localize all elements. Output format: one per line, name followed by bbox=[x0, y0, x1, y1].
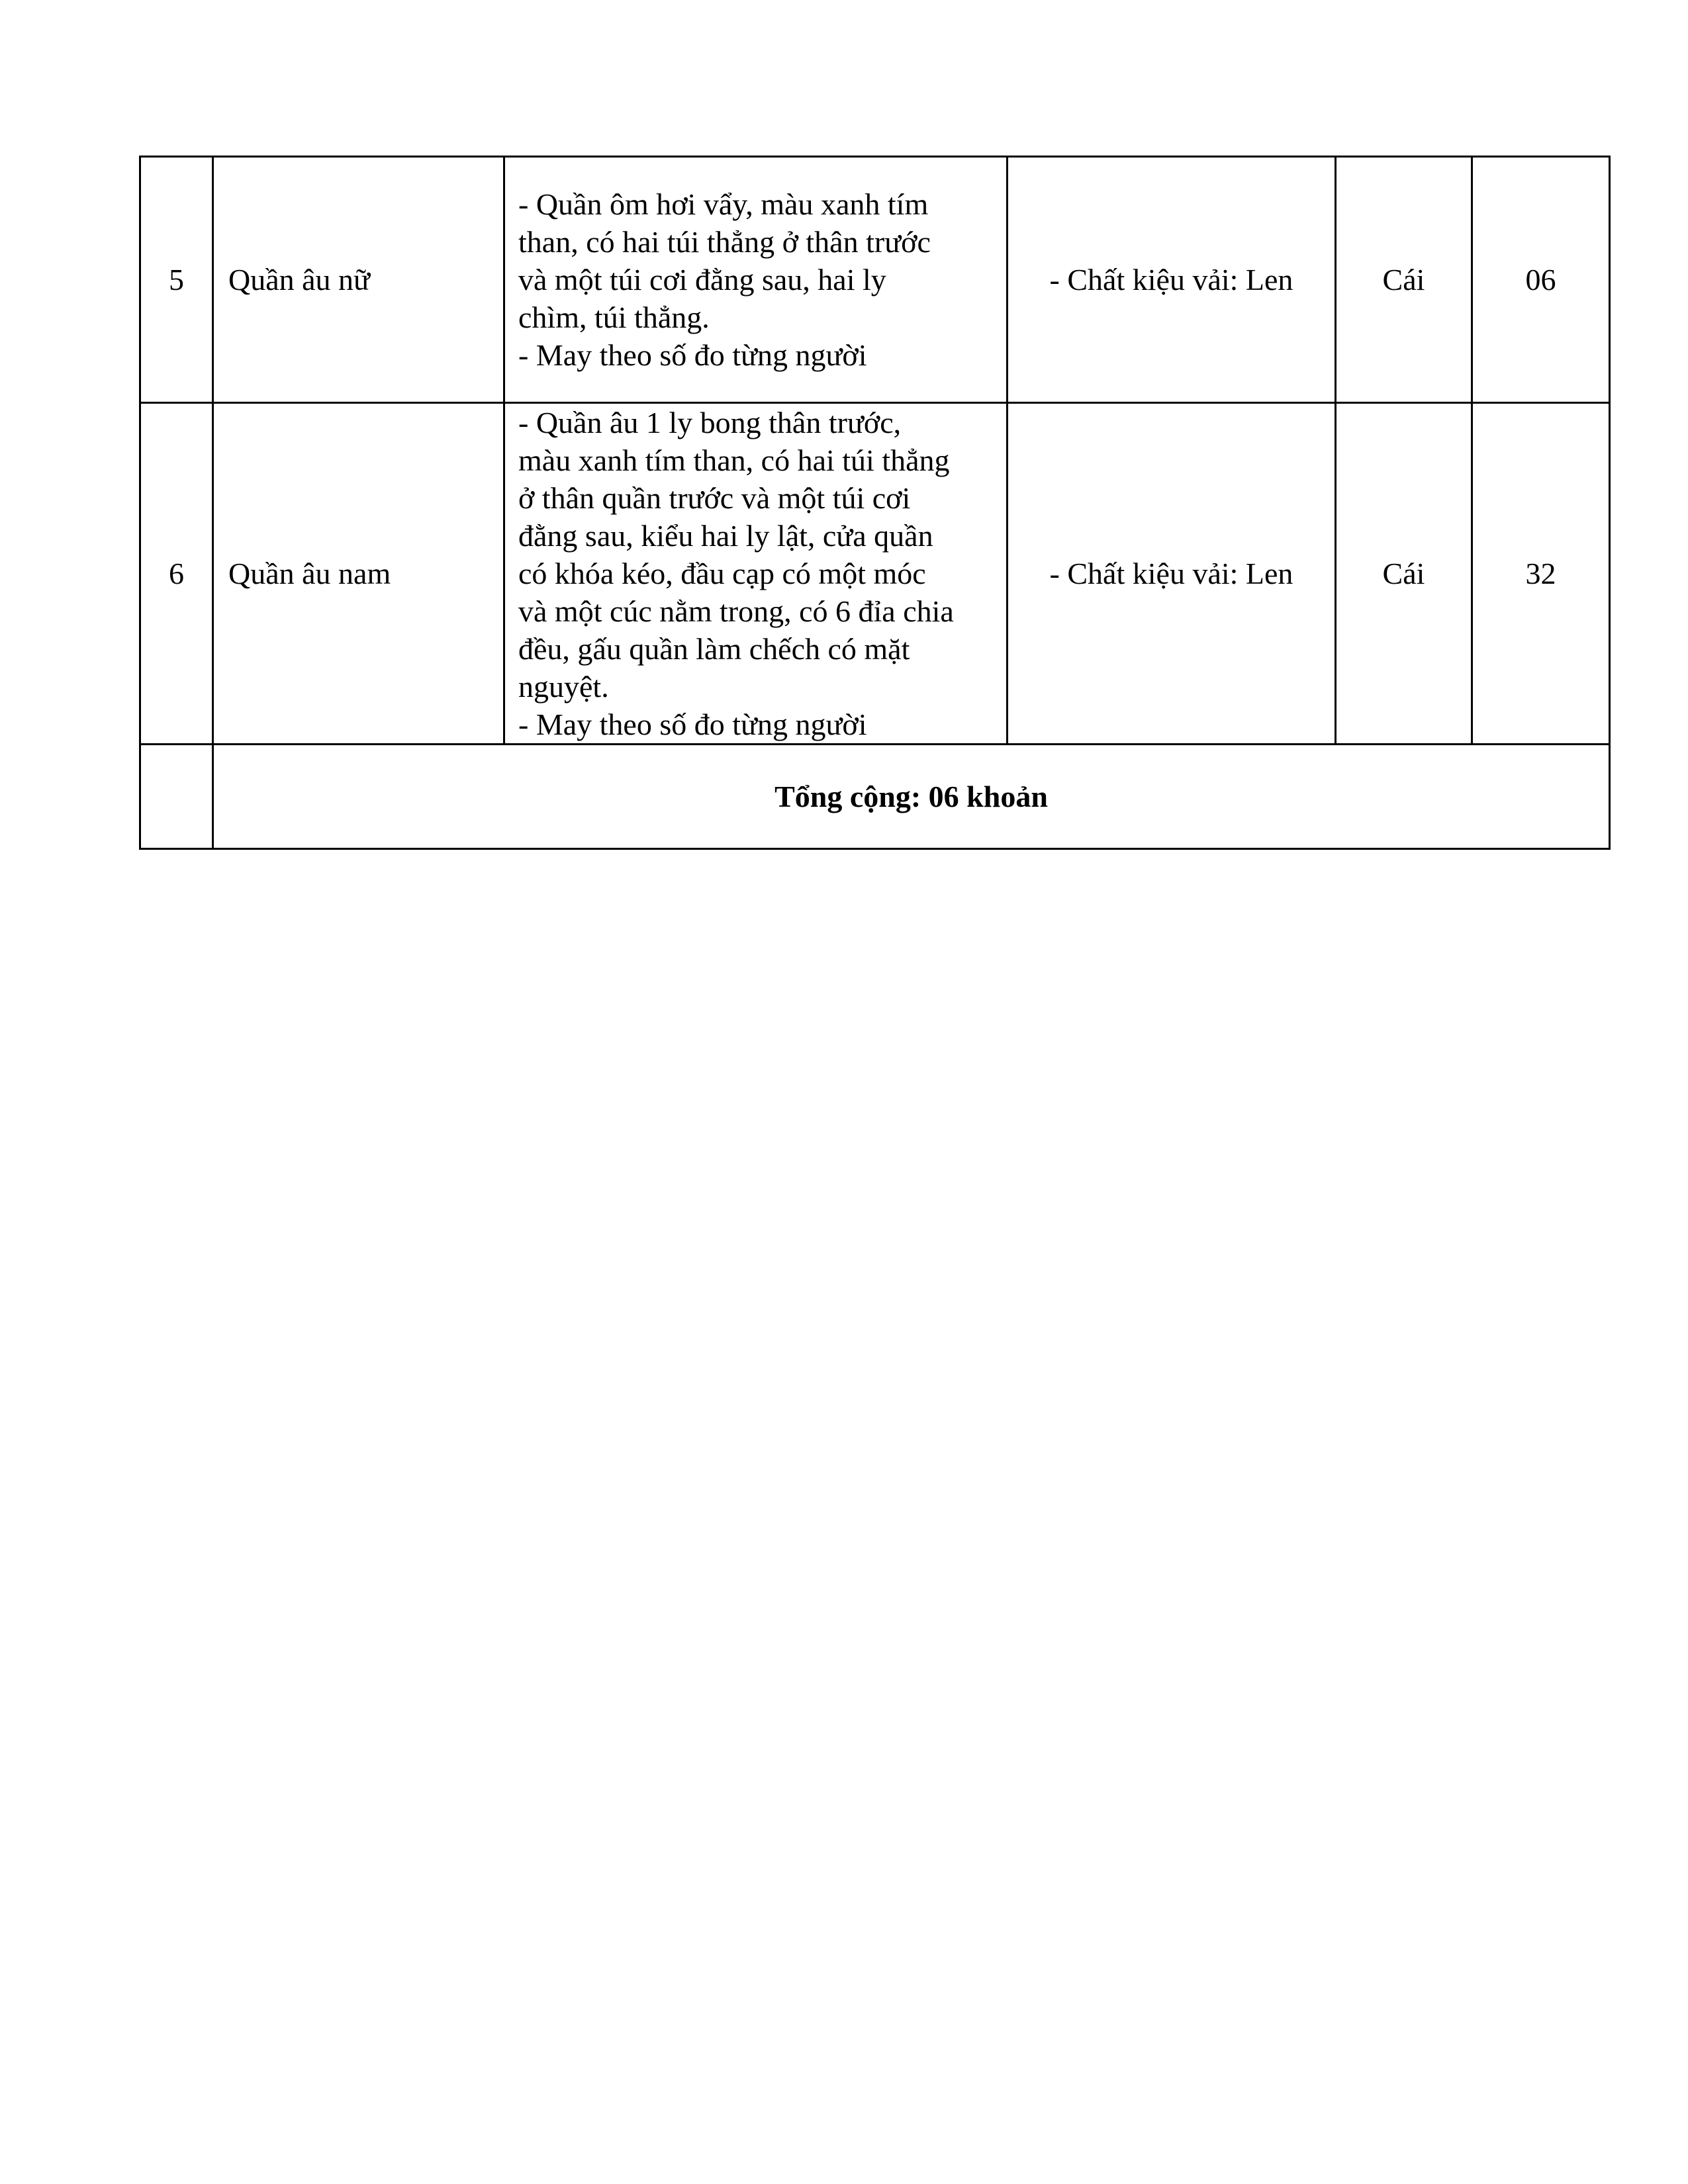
item-name: Quần âu nữ bbox=[213, 157, 504, 403]
description-line: màu xanh tím than, có hai túi thẳng bbox=[518, 443, 950, 477]
description-line: - May theo số đo từng người bbox=[518, 338, 867, 372]
row-number: 6 bbox=[140, 403, 213, 745]
description-line: đằng sau, kiểu hai ly lật, cửa quần bbox=[518, 519, 933, 553]
item-description bbox=[504, 157, 1008, 403]
table-row bbox=[140, 157, 1610, 403]
item-name: Quần âu nam bbox=[213, 403, 504, 745]
item-unit: Cái bbox=[1336, 403, 1472, 745]
total-empty-cell bbox=[140, 745, 213, 849]
description-line: và một túi cơi đằng sau, hai ly bbox=[518, 263, 886, 296]
description-line: có khóa kéo, đầu cạp có một móc bbox=[518, 557, 926, 590]
item-spec: - Chất kiệu vải: Len bbox=[1008, 403, 1336, 745]
item-spec: - Chất kiệu vải: Len bbox=[1008, 157, 1336, 403]
description-line: - Quần ôm hơi vẩy, màu xanh tím bbox=[518, 187, 929, 221]
description-line: - Quần âu 1 ly bong thân trước, bbox=[518, 406, 902, 439]
table-row bbox=[140, 403, 1610, 745]
description-line: đều, gấu quần làm chếch có mặt bbox=[518, 632, 910, 666]
items-table bbox=[139, 156, 1611, 850]
row-number: 5 bbox=[140, 157, 213, 403]
description-line: - May theo số đo từng người bbox=[518, 707, 867, 741]
item-description bbox=[504, 403, 1008, 745]
item-quantity: 32 bbox=[1472, 403, 1610, 745]
total-row bbox=[140, 745, 1610, 849]
description-line: và một cúc nằm trong, có 6 đỉa chia bbox=[518, 594, 954, 628]
item-unit: Cái bbox=[1336, 157, 1472, 403]
description-line: ở thân quần trước và một túi cơi bbox=[518, 481, 911, 515]
description-line: than, có hai túi thẳng ở thân trước bbox=[518, 225, 931, 259]
total-label: Tổng cộng: 06 khoản bbox=[213, 745, 1610, 849]
description-line: chìm, túi thẳng. bbox=[518, 300, 710, 334]
item-quantity: 06 bbox=[1472, 157, 1610, 403]
description-line: nguyệt. bbox=[518, 670, 609, 704]
